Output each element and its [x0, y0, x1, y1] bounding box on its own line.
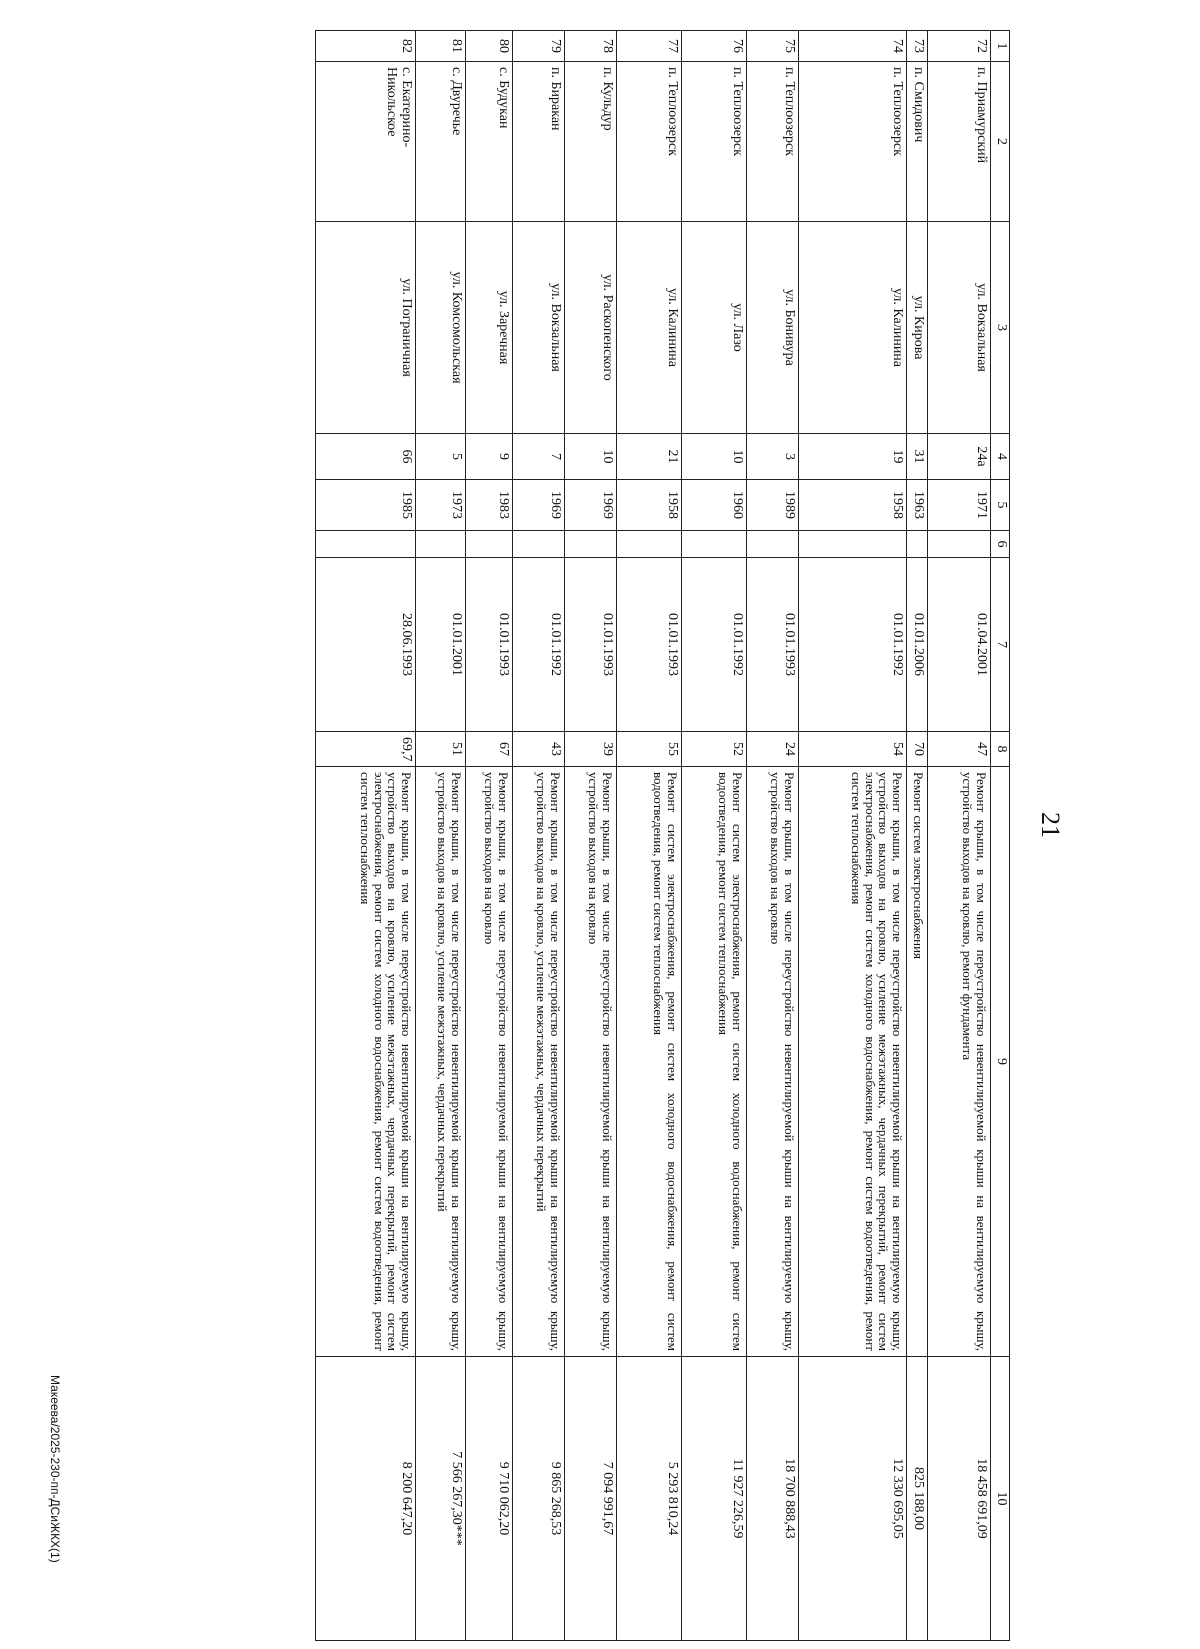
work-description: Ремонт крыши, в том числе переустройство невентилируемой крыши на вентилируемую крышу, устройство выходов на кровлю, усиление межэтажных, чердачных перекрытий: [416, 767, 466, 1357]
build-year: 1985: [316, 480, 416, 531]
col-header: 8: [991, 732, 1010, 767]
house-number: 10: [682, 434, 747, 480]
row-number: 79: [513, 31, 565, 62]
work-description: Ремонт крыши, в том числе переустройство невентилируемой крыши на вентилируемую крышу, устройство выходов на кровлю, усиление межэтажных, чердачных перекрытий, ремонт систем электроснабжения, ремонт систем холодного водоснабжения, ремонт систем водоотведения, ремонт систем теплоснабжения: [316, 767, 416, 1357]
house-number: 7: [513, 434, 565, 480]
work-description: Ремонт систем электроснабжения: [907, 767, 928, 1357]
date: 28.06.1993: [316, 558, 416, 732]
locality: с. Екатерино-Никольское: [316, 62, 416, 222]
locality: п. Теплоозерск: [682, 62, 747, 222]
row-number: 73: [907, 31, 928, 62]
column-8: 69,7: [316, 732, 416, 767]
street: ул. Вокзальная: [928, 222, 991, 434]
build-year: 1958: [799, 480, 907, 531]
col-header: 1: [991, 31, 1010, 62]
table-row: [316, 31, 416, 1641]
locality: п. Биракан: [513, 62, 565, 222]
house-number: 24а: [928, 434, 991, 480]
build-year: 1969: [513, 480, 565, 531]
date: 01.04.2001: [928, 558, 991, 732]
work-description: Ремонт крыши, в том числе переустройство невентилируемой крыши на вентилируемую крышу, устройство выходов на кровлю: [747, 767, 799, 1357]
column-6: [799, 531, 907, 558]
row-number: 72: [928, 31, 991, 62]
work-description: Ремонт систем электроснабжения, ремонт систем холодного водоснабжения, ремонт систем водоотведения, ремонт систем теплоснабжения: [617, 767, 682, 1357]
locality: п. Теплоозерск: [747, 62, 799, 222]
date: 01.01.1993: [565, 558, 617, 732]
document-footer: Макеева/2025-230-пп-ДСиЖКХ(1): [48, 1375, 62, 1563]
locality: п. Смидович: [907, 62, 928, 222]
column-8: 67: [466, 732, 513, 767]
street: ул. Кирова: [907, 222, 928, 434]
date: 01.01.1993: [747, 558, 799, 732]
col-header: 3: [991, 222, 1010, 434]
row-number: 76: [682, 31, 747, 62]
house-number: 31: [907, 434, 928, 480]
street: ул. Комсомольская: [416, 222, 466, 434]
work-description: Ремонт крыши, в том числе переустройство невентилируемой крыши на вентилируемую крышу, устройство выходов на кровлю, усиление межэтажных, чердачных перекрытий: [513, 767, 565, 1357]
house-number: 5: [416, 434, 466, 480]
column-6: [617, 531, 682, 558]
work-description: Ремонт крыши, в том числе переустройство невентилируемой крыши на вентилируемую крышу, устройство выходов на кровлю: [466, 767, 513, 1357]
house-number: 66: [316, 434, 416, 480]
column-6: [907, 531, 928, 558]
cost: 7 094 991,67: [565, 1357, 617, 1641]
cost: 825 188,00: [907, 1357, 928, 1641]
date: 01.01.2001: [416, 558, 466, 732]
column-6: [513, 531, 565, 558]
column-6: [682, 531, 747, 558]
cost: 18 458 691,09: [928, 1357, 991, 1641]
house-number: 9: [466, 434, 513, 480]
build-year: 1973: [416, 480, 466, 531]
column-6: [747, 531, 799, 558]
locality: п. Приамурский: [928, 62, 991, 222]
cost: 9 865 268,53: [513, 1357, 565, 1641]
build-year: 1969: [565, 480, 617, 531]
house-number: 21: [617, 434, 682, 480]
row-number: 74: [799, 31, 907, 62]
cost: 5 293 810,24: [617, 1357, 682, 1641]
street: ул. Калинина: [617, 222, 682, 434]
date: 01.01.1992: [513, 558, 565, 732]
col-header: 9: [991, 767, 1010, 1357]
column-8: 39: [565, 732, 617, 767]
column-6: [416, 531, 466, 558]
cost: 11 927 226,59: [682, 1357, 747, 1641]
table-row: [565, 31, 617, 1641]
col-header: 4: [991, 434, 1010, 480]
row-number: 78: [565, 31, 617, 62]
column-6: [316, 531, 416, 558]
table-row: [928, 31, 991, 1641]
locality: п. Кульдур: [565, 62, 617, 222]
row-number: 81: [416, 31, 466, 62]
street: ул. Раскопенского: [565, 222, 617, 434]
street: ул. Заречная: [466, 222, 513, 434]
street: ул. Пограничная: [316, 222, 416, 434]
row-number: 77: [617, 31, 682, 62]
street: ул. Лазо: [682, 222, 747, 434]
street: ул. Вокзальная: [513, 222, 565, 434]
column-8: 54: [799, 732, 907, 767]
cost: 18 700 888,43: [747, 1357, 799, 1641]
table-row: [416, 31, 466, 1641]
build-year: 1960: [682, 480, 747, 531]
row-number: 80: [466, 31, 513, 62]
column-8: 47: [928, 732, 991, 767]
table-row: [799, 31, 907, 1641]
column-8: 24: [747, 732, 799, 767]
locality: п. Теплоозерск: [799, 62, 907, 222]
date: 01.01.2006: [907, 558, 928, 732]
col-header: 7: [991, 558, 1010, 732]
page-number: 21: [1036, 812, 1065, 838]
column-6: [928, 531, 991, 558]
house-number: 10: [565, 434, 617, 480]
table-row: [513, 31, 565, 1641]
date: 01.01.1993: [466, 558, 513, 732]
build-year: 1963: [907, 480, 928, 531]
date: 01.01.1993: [617, 558, 682, 732]
column-8: 52: [682, 732, 747, 767]
date: 01.01.1992: [682, 558, 747, 732]
col-header: 6: [991, 531, 1010, 558]
cost: 12 330 695,05: [799, 1357, 907, 1641]
rotated-table-container: [110, 30, 1010, 1640]
column-number-header: [991, 31, 1010, 1641]
street: ул. Калинина: [799, 222, 907, 434]
column-8: 43: [513, 732, 565, 767]
date: 01.01.1992: [799, 558, 907, 732]
column-8: 55: [617, 732, 682, 767]
build-year: 1971: [928, 480, 991, 531]
col-header: 2: [991, 62, 1010, 222]
build-year: 1958: [617, 480, 682, 531]
column-8: 70: [907, 732, 928, 767]
build-year: 1989: [747, 480, 799, 531]
column-6: [466, 531, 513, 558]
street: ул. Бонивура: [747, 222, 799, 434]
cost: 9 710 062,20: [466, 1357, 513, 1641]
build-year: 1983: [466, 480, 513, 531]
work-description: Ремонт крыши, в том числе переустройство невентилируемой крыши на вентилируемую крышу, устройство выходов на кровлю, усиление межэтажных, чердачных перекрытий, ремонт систем электроснабжения, ремонт систем холодного водоснабжения, ремонт систем водоотведения, ремонт систем теплоснабжения: [799, 767, 907, 1357]
table-row: [617, 31, 682, 1641]
table-row: [907, 31, 928, 1641]
house-number: 19: [799, 434, 907, 480]
house-number: 3: [747, 434, 799, 480]
work-description: Ремонт крыши, в том числе переустройство невентилируемой крыши на вентилируемую крышу, устройство выходов на кровлю: [565, 767, 617, 1357]
work-description: Ремонт систем электроснабжения, ремонт систем холодного водоснабжения, ремонт систем водоотведения, ремонт систем теплоснабжения: [682, 767, 747, 1357]
table-row: [682, 31, 747, 1641]
work-description: Ремонт крыши, в том числе переустройство невентилируемой крыши на вентилируемую крышу, устройство выходов на кровлю, ремонт фундамента: [928, 767, 991, 1357]
table-row: [747, 31, 799, 1641]
cost: 8 200 647,20: [316, 1357, 416, 1641]
col-header: 10: [991, 1357, 1010, 1641]
locality: с. Будукан: [466, 62, 513, 222]
locality: с. Двуречье: [416, 62, 466, 222]
locality: п. Теплоозерск: [617, 62, 682, 222]
cost: 7 566 267,30***: [416, 1357, 466, 1641]
row-number: 82: [316, 31, 416, 62]
column-6: [565, 531, 617, 558]
table-row: [466, 31, 513, 1641]
housing-repair-table: [315, 30, 1010, 1641]
column-8: 51: [416, 732, 466, 767]
row-number: 75: [747, 31, 799, 62]
col-header: 5: [991, 480, 1010, 531]
